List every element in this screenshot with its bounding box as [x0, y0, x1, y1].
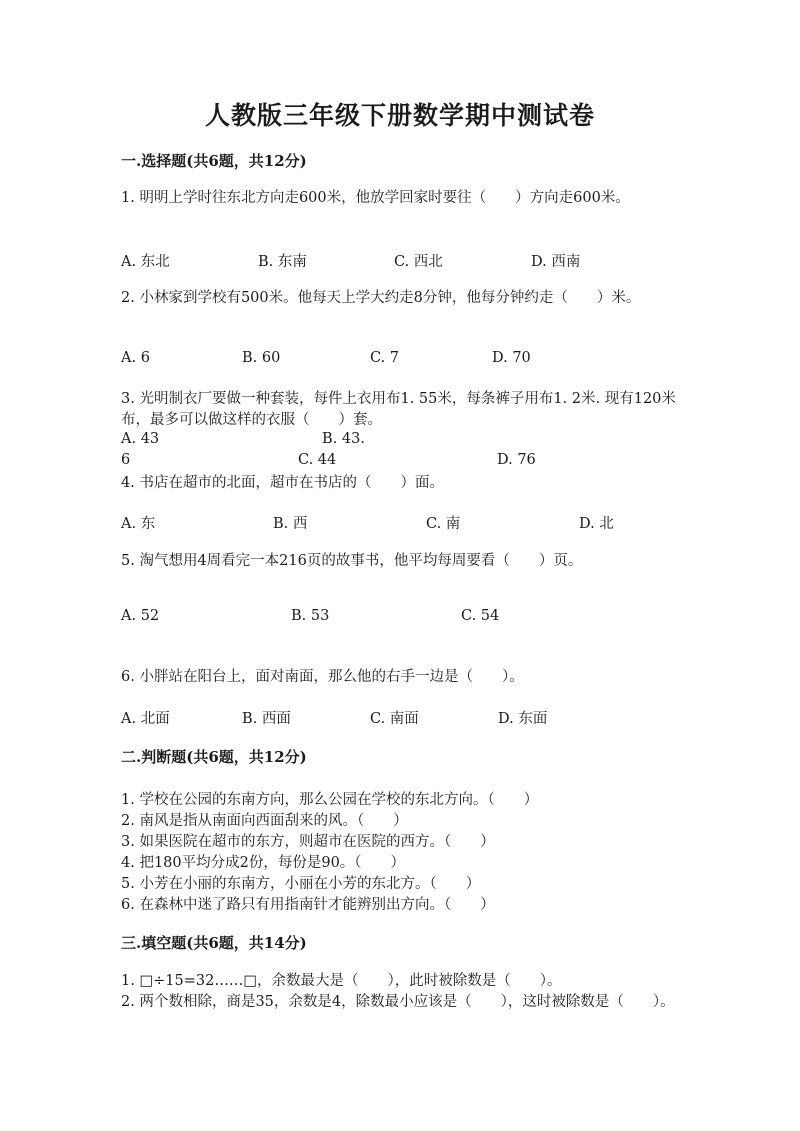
judgement-item-2: 2. 南风是指从南面向西面刮来的风。（ ）	[121, 813, 408, 829]
question-4-option-b: B. 西	[273, 516, 308, 532]
question-6-option-b: B. 西面	[242, 711, 291, 727]
question-6-text: 6. 小胖站在阳台上，面对南面，那么他的右手一边是（ ）。	[121, 669, 524, 685]
question-4-text: 4. 书店在超市的北面，超市在书店的（ ）面。	[121, 475, 444, 491]
question-4-option-c: C. 南	[426, 516, 461, 532]
question-1-option-a: A. 东北	[121, 254, 170, 270]
question-1-option-d: D. 西南	[531, 254, 581, 270]
question-1-option-b: B. 东南	[258, 254, 307, 270]
question-5-option-c: C. 54	[461, 608, 500, 624]
question-3-option-a: A. 43	[121, 431, 160, 447]
question-3-option-b: B. 43.	[322, 431, 365, 447]
question-2-option-a: A. 6	[121, 350, 150, 366]
question-2-option-b: B. 60	[242, 350, 281, 366]
question-3-option-b-cont: 6	[121, 452, 131, 468]
question-2-option-c: C. 7	[370, 350, 400, 366]
question-2-option-d: D. 70	[492, 350, 531, 366]
question-1-text: 1. 明明上学时往东北方向走600米，他放学回家时要往（ ）方向走600米。	[121, 190, 630, 206]
question-5-text: 5. 淘气想用4周看完一本216页的故事书，他平均每周要看（ ）页。	[121, 553, 583, 569]
fill-blank-item-1: 1. □÷15=32……□，余数最大是（ ），此时被除数是（ ）。	[121, 973, 562, 989]
question-5-option-a: A. 52	[121, 608, 160, 624]
judgement-item-5: 5. 小芳在小丽的东南方，小丽在小芳的东北方。（ ）	[121, 876, 481, 892]
page-title: 人教版三年级下册数学期中测试卷	[204, 101, 595, 130]
question-6-option-c: C. 南面	[370, 711, 419, 727]
question-3-text: 3. 光明制衣厂要做一种套装，每件上衣用布1. 55米，每条裤子用布1. 2米. 现有120米布，最多可以做这样的衣服（ ）套。	[121, 391, 676, 428]
question-3-option-d: D. 76	[497, 452, 536, 468]
section-heading-judgement: 二.判断题(共6题，共12分)	[121, 748, 307, 766]
judgement-item-6: 6. 在森林中迷了路只有用指南针才能辨别出方向。（ ）	[121, 897, 495, 913]
judgement-item-4: 4. 把180平均分成2份，每份是90。（ ）	[121, 855, 406, 871]
judgement-item-3: 3. 如果医院在超市的东方，则超市在医院的西方。（ ）	[121, 834, 495, 850]
question-6-option-d: D. 东面	[498, 711, 548, 727]
question-1-option-c: C. 西北	[394, 254, 443, 270]
question-4-option-d: D. 北	[579, 516, 614, 532]
section-heading-choice: 一.选择题(共6题，共12分)	[121, 152, 307, 170]
question-5-option-b: B. 53	[291, 608, 330, 624]
judgement-item-1: 1. 学校在公园的东南方向，那么公园在学校的东北方向。（ ）	[121, 792, 539, 808]
section-heading-fill-blank: 三.填空题(共6题，共14分)	[121, 934, 307, 952]
question-3-option-c: C. 44	[298, 452, 337, 468]
question-2-text: 2. 小林家到学校有500米。他每天上学大约走8分钟，他每分钟约走（ ）米。	[121, 290, 641, 306]
question-6-option-a: A. 北面	[121, 711, 170, 727]
fill-blank-item-2: 2. 两个数相除，商是35，余数是4，除数最小应该是（ ），这时被除数是（ ）。	[121, 994, 675, 1010]
question-4-option-a: A. 东	[121, 516, 156, 532]
